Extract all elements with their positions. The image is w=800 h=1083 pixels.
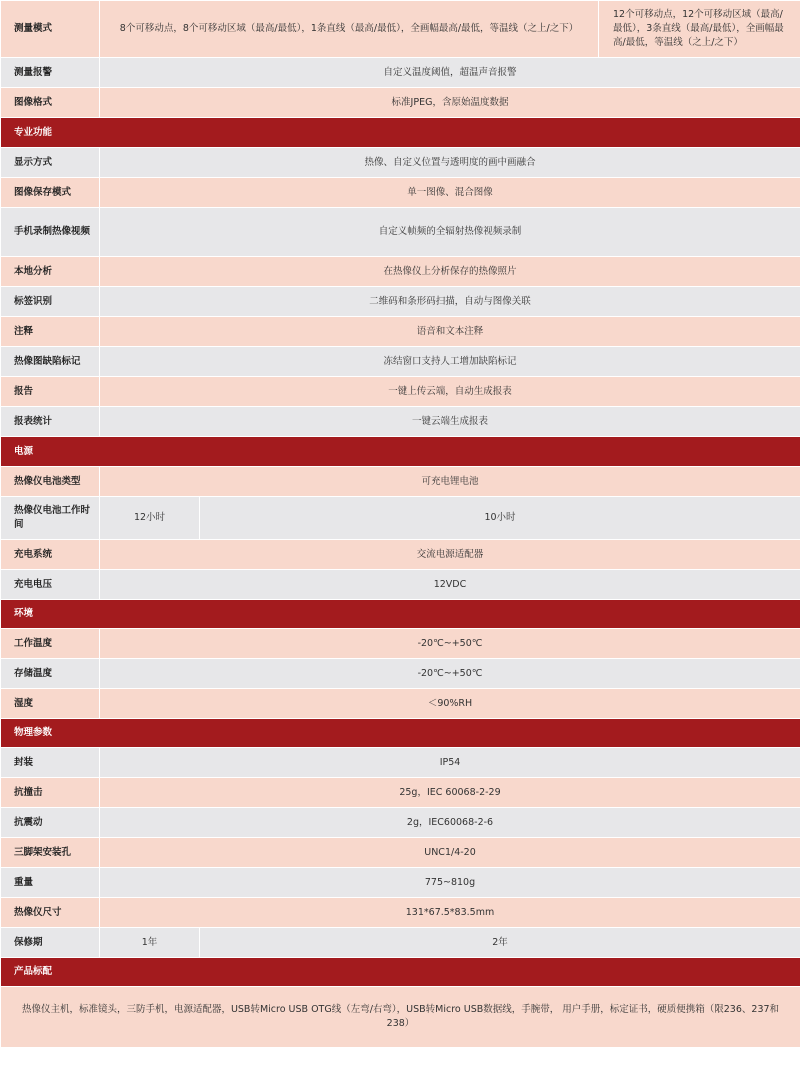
row-value: 热像、自定义位置与透明度的画中画融合 — [100, 148, 800, 178]
row-label: 报告 — [1, 377, 100, 407]
row-display-mode — [1, 148, 800, 178]
row-value: 冻结窗口支持人工增加缺陷标记 — [100, 347, 800, 377]
row-value: 可充电锂电池 — [100, 467, 800, 497]
row-value: 25g，IEC 60068-2-29 — [100, 778, 800, 808]
row-label: 热像图缺陷标记 — [1, 347, 100, 377]
section-header-environment — [1, 600, 800, 629]
row-tripod — [1, 838, 800, 868]
row-label: 抗震动 — [1, 808, 100, 838]
row-value: 一键云端生成报表 — [100, 407, 800, 437]
row-value: 语音和文本注释 — [100, 317, 800, 347]
section-title: 产品标配 — [1, 958, 800, 987]
row-battery-time — [1, 497, 800, 540]
row-size — [1, 898, 800, 928]
row-package-contents — [1, 987, 800, 1048]
section-title: 电源 — [1, 437, 800, 467]
row-report — [1, 377, 800, 407]
row-weight — [1, 868, 800, 898]
section-title: 物理参数 — [1, 719, 800, 748]
row-annotation — [1, 317, 800, 347]
row-warranty — [1, 928, 800, 958]
row-value: 二维码和条形码扫描，自动与图像关联 — [100, 287, 800, 317]
row-label: 热像仪电池类型 — [1, 467, 100, 497]
row-label: 充电电压 — [1, 570, 100, 600]
row-label: 热像仪尺寸 — [1, 898, 100, 928]
row-defect-mark — [1, 347, 800, 377]
row-value: 131*67.5*83.5mm — [100, 898, 800, 928]
row-value: 一键上传云端，自动生成报表 — [100, 377, 800, 407]
row-value: 775~810g — [100, 868, 800, 898]
row-label: 工作温度 — [1, 629, 100, 659]
row-image-save — [1, 178, 800, 208]
row-label: 手机录制热像视频 — [1, 208, 100, 257]
row-value: 自定义帧频的全辐射热像视频录制 — [100, 208, 800, 257]
row-label: 标签识别 — [1, 287, 100, 317]
row-label: 存储温度 — [1, 659, 100, 689]
row-value: 交流电源适配器 — [100, 540, 800, 570]
row-report-stats — [1, 407, 800, 437]
row-label: 注释 — [1, 317, 100, 347]
row-value: UNC1/4-20 — [100, 838, 800, 868]
section-header-power — [1, 437, 800, 467]
row-phone-record — [1, 208, 800, 257]
row-value: IP54 — [100, 748, 800, 778]
row-measure-alarm — [1, 58, 800, 88]
row-charge-system — [1, 540, 800, 570]
row-value: 2g，IEC60068-2-6 — [100, 808, 800, 838]
section-header-physical — [1, 719, 800, 748]
measure-mode-value-a: 8个可移动点，8个可移动区域（最高/最低），1条直线（最高/最低），全画幅最高/最低，等温线（之上/之下） — [100, 1, 599, 58]
package-contents: 热像仪主机，标准镜头，三防手机，电源适配器，USB转Micro USB OTG线（左弯/右弯），USB转Micro USB数据线，手腕带， 用户手册，标定证书，硬质便携箱（限236、237和238） — [1, 987, 800, 1048]
row-value: 标准JPEG，含原始温度数据 — [100, 88, 800, 118]
row-local-analysis — [1, 257, 800, 287]
row-value: -20℃~+50℃ — [100, 629, 800, 659]
row-image-format — [1, 88, 800, 118]
battery-time-value-b: 10小时 — [200, 497, 800, 540]
row-label: 充电系统 — [1, 540, 100, 570]
row-label: 图像格式 — [1, 88, 100, 118]
row-value: 在热像仪上分析保存的热像照片 — [100, 257, 800, 287]
row-value: -20℃~+50℃ — [100, 659, 800, 689]
warranty-value-a: 1年 — [100, 928, 200, 958]
measure-mode-value-b: 12个可移动点，12个可移动区域（最高/最低），3条直线（最高/最低），全画幅最高/最低，等温线（之上/之下） — [599, 1, 800, 58]
row-battery-type — [1, 467, 800, 497]
battery-time-value-a: 12小时 — [100, 497, 200, 540]
section-header-package — [1, 958, 800, 987]
row-label: 测量报警 — [1, 58, 100, 88]
row-work-temp — [1, 629, 800, 659]
section-header-professional — [1, 118, 800, 148]
row-value: 自定义温度阈值，超温声音报警 — [100, 58, 800, 88]
row-label: 本地分析 — [1, 257, 100, 287]
row-enclosure — [1, 748, 800, 778]
row-label: 三脚架安装孔 — [1, 838, 100, 868]
row-value: 单一图像、混合图像 — [100, 178, 800, 208]
row-label: 热像仪电池工作时间 — [1, 497, 100, 540]
row-tag-recognition — [1, 287, 800, 317]
row-charge-voltage — [1, 570, 800, 600]
row-vibration — [1, 808, 800, 838]
row-label: 图像保存模式 — [1, 178, 100, 208]
row-label: 测量模式 — [1, 1, 100, 58]
row-label: 抗撞击 — [1, 778, 100, 808]
warranty-value-b: 2年 — [200, 928, 800, 958]
row-measure-mode — [1, 1, 800, 58]
row-humidity — [1, 689, 800, 719]
row-value: ＜90%RH — [100, 689, 800, 719]
row-shock — [1, 778, 800, 808]
row-label: 显示方式 — [1, 148, 100, 178]
row-label: 重量 — [1, 868, 100, 898]
row-value: 12VDC — [100, 570, 800, 600]
row-label: 封装 — [1, 748, 100, 778]
row-store-temp — [1, 659, 800, 689]
row-label: 报表统计 — [1, 407, 100, 437]
section-title: 环境 — [1, 600, 800, 629]
section-title: 专业功能 — [1, 118, 800, 148]
row-label: 湿度 — [1, 689, 100, 719]
row-label: 保修期 — [1, 928, 100, 958]
